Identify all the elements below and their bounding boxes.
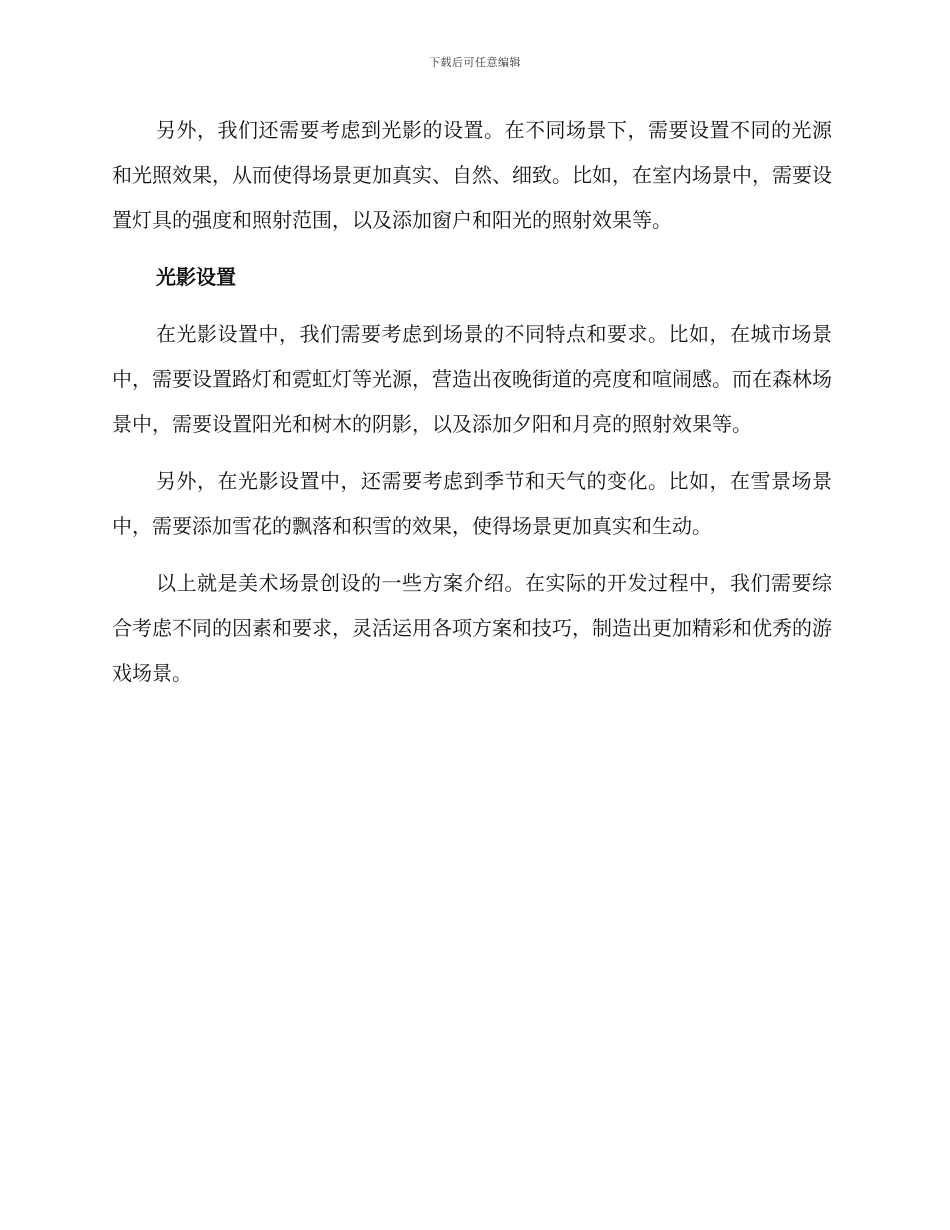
paragraph-lighting-intro: 另外，我们还需要考虑到光影的设置。在不同场景下，需要设置不同的光源和光照效果，从而使得场景更加真实、自然、细致。比如，在室内场景中，需要设置灯具的强度和照射范围，以及添加窗户和阳光的照射效果等。 [112, 118, 832, 232]
page-header: 下载后可任意编辑 [429, 56, 521, 69]
paragraph-lighting-scenes: 在光影设置中，我们需要考虑到场景的不同特点和要求。比如，在城市场景中，需要设置路灯和霓虹灯等光源，营造出夜晚街道的亮度和喧闹感。而在森林场景中，需要设置阳光和树木的阴影，以及添加夕阳和月亮的照射效果等。 [112, 322, 832, 436]
document-body [112, 108, 832, 708]
paragraph-season-weather: 另外，在光影设置中，还需要考虑到季节和天气的变化。比如，在雪景场景中，需要添加雪花的飘落和积雪的效果，使得场景更加真实和生动。 [112, 469, 832, 538]
paragraph-conclusion: 以上就是美术场景创设的一些方案介绍。在实际的开发过程中，我们需要综合考虑不同的因素和要求，灵活运用各项方案和技巧，制造出更加精彩和优秀的游戏场景。 [112, 571, 832, 685]
section-heading: 光影设置 [156, 265, 236, 289]
